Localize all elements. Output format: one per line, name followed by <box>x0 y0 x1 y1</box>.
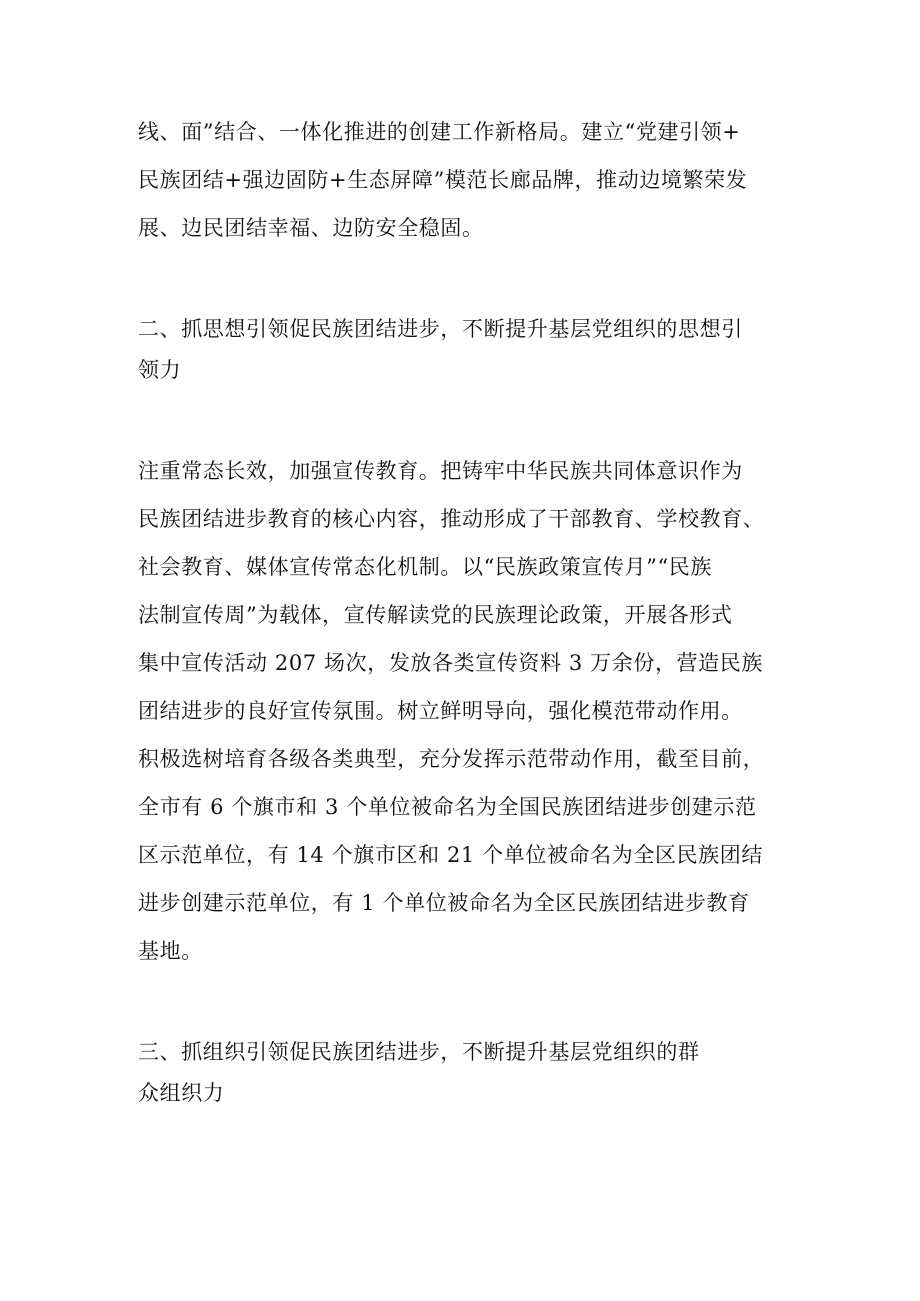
paragraph-line: 社会教育、媒体宣传常态化机制。以“民族政策宣传月”“民族 <box>138 555 713 579</box>
paragraph-line: 积极选树培育各级各类典型，充分发挥示范带动作用，截至目前， <box>138 747 765 771</box>
paragraph-line: 民族团结进步教育的核心内容，推动形成了干部教育、学校教育、 <box>138 507 765 531</box>
paragraph-line: 区示范单位，有 14 个旗市区和 21 个单位被命名为全区民族团结 <box>138 843 763 867</box>
paragraph-line: 团结进步的良好宣传氛围。树立鲜明导向，强化模范带动作用。 <box>138 699 743 723</box>
paragraph-line: 线、面”结合、一体化推进的创建工作新格局。建立“党建引领+ <box>138 120 741 144</box>
heading-line: 领力 <box>138 358 182 382</box>
paragraph-line: 民族团结+强边固防+生态屏障”模范长廊品牌，推动边境繁荣发 <box>138 168 748 192</box>
paragraph-line: 注重常态长效，加强宣传教育。把铸牢中华民族共同体意识作为 <box>138 459 743 483</box>
paragraph-line: 展、边民团结幸福、边防安全稳固。 <box>138 216 484 240</box>
heading-line: 众组织力 <box>138 1081 225 1105</box>
heading-line: 三、抓组织引领促民族团结进步，不断提升基层党组织的群 <box>138 1040 700 1064</box>
paragraph-line: 全市有 6 个旗市和 3 个单位被命名为全国民族团结进步创建示范 <box>138 795 757 819</box>
paragraph-line: 进步创建示范单位，有 1 个单位被命名为全区民族团结进步教育 <box>138 891 750 915</box>
paragraph-line: 集中宣传活动 207 场次，发放各类宣传资料 3 万余份，营造民族 <box>138 651 763 675</box>
paragraph-line: 基地。 <box>138 939 203 963</box>
heading-line: 二、抓思想引领促民族团结进步，不断提升基层党组织的思想引 <box>138 317 743 341</box>
paragraph-line: 法制宣传周”为载体，宣传解读党的民族理论政策，开展各形式 <box>138 603 733 627</box>
